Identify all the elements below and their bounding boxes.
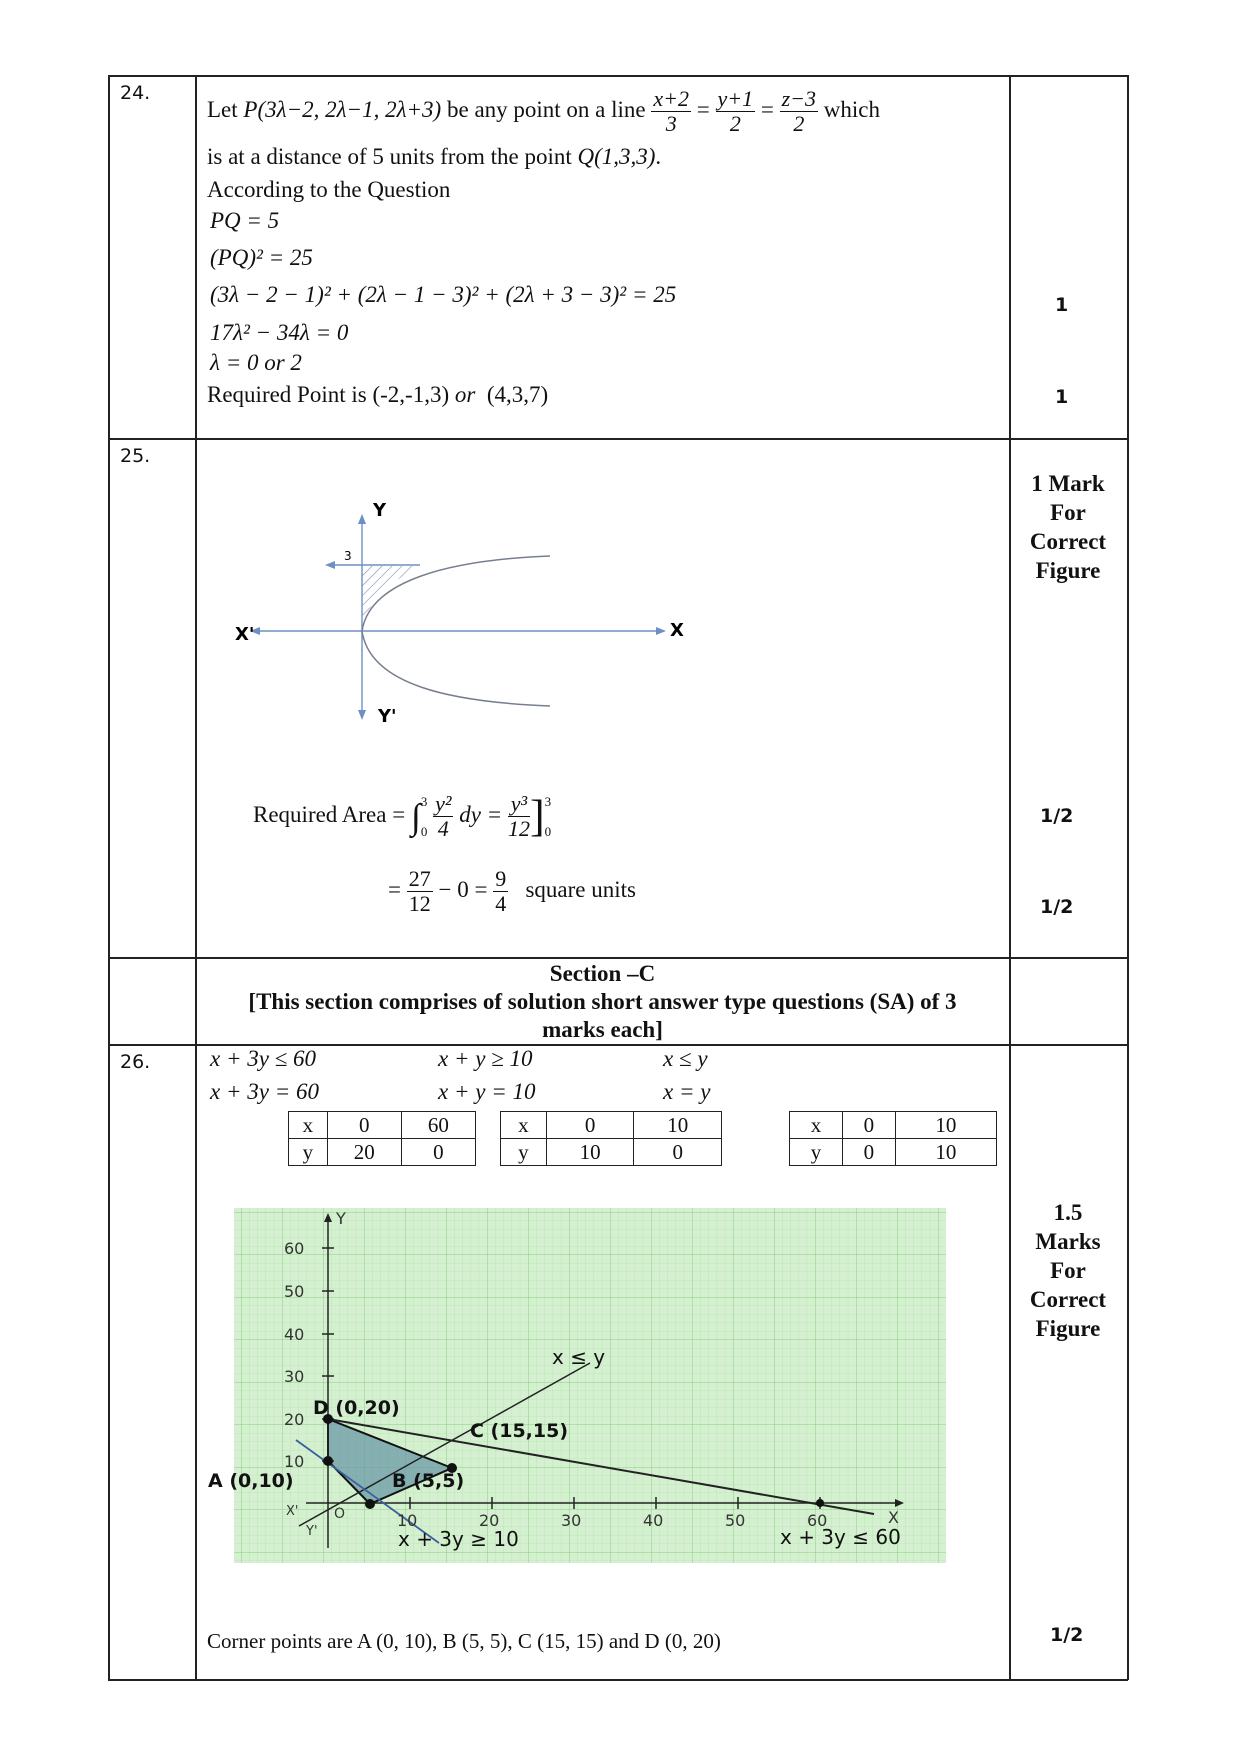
q24-mark-2: 1 xyxy=(1055,386,1069,408)
lpp-graph xyxy=(208,1208,946,1563)
q25-parabola-figure xyxy=(220,490,690,740)
svg-text:60: 60 xyxy=(284,1239,305,1258)
label-line-main: x + 3y ≤ 60 xyxy=(780,1525,901,1549)
svg-text:40: 40 xyxy=(284,1325,305,1344)
q24-line1: Let P(3λ−2, 2λ−1, 2λ+3) be any point on a line $\frac{x+2}{3}$ = $\frac{y+1}{2}$ = $\frac{z-3}{2}$ which xyxy=(207,86,880,137)
graph-y-label: Y xyxy=(336,1209,346,1228)
q24-fraction-x: $\frac{x+2}{3}$ xyxy=(653,86,690,137)
q25-mark-figure: 1 Mark For Correct Figure xyxy=(1029,471,1107,583)
svg-text:20: 20 xyxy=(479,1511,500,1530)
q25-mark-half-2: 1/2 xyxy=(1040,896,1074,918)
q25-area-line: Required Area = ∫ 3 0 $\frac{\text{y²}}{4}$ dy = $\frac{\text{y³}}{12}$ ] 3 0 xyxy=(253,791,552,842)
svg-text:40: 40 xyxy=(643,1511,664,1530)
q26-eq-3: x = y xyxy=(663,1079,711,1104)
border-col2 xyxy=(1009,75,1011,1680)
q26-ineq-1: x + 3y ≤ 60 xyxy=(210,1046,317,1071)
q26-eq-2: x + y = 10 xyxy=(438,1079,536,1104)
q24-eq4: 17λ² − 34λ = 0 xyxy=(210,320,349,345)
q24-fraction-z: $\frac{z-3}{2}$ xyxy=(781,86,817,137)
border-bottom xyxy=(108,1679,1128,1681)
svg-text:60: 60 xyxy=(807,1511,828,1530)
question-number: 24. xyxy=(120,82,151,104)
q24-mark-1: 1 xyxy=(1055,294,1069,316)
q24-line2: is at a distance of 5 units from the point Q(1,3,3). xyxy=(207,144,662,169)
q24-eq2: (PQ)² = 25 xyxy=(210,245,313,270)
label-point-a: A (0,10) xyxy=(208,1470,294,1492)
svg-text:10: 10 xyxy=(397,1511,418,1530)
q26-mark-figure: 1.5 Marks For Correct Figure xyxy=(1029,1200,1107,1341)
q26-ineq-2: x + y ≥ 10 xyxy=(438,1046,533,1071)
svg-text:50: 50 xyxy=(284,1282,305,1301)
label-line-sum: x + 3y ≥ 10 xyxy=(398,1527,519,1551)
svg-text:20: 20 xyxy=(284,1410,305,1429)
q24-eq3: (3λ − 2 − 1)² + (2λ − 1 − 3)² + (2λ + 3 − 3)² = 25 xyxy=(210,282,677,307)
shaded-region xyxy=(362,566,420,628)
value-table-3: x 0 10 y 0 10 xyxy=(789,1111,997,1166)
question-number: 25. xyxy=(120,445,151,467)
graph-origin-label: O xyxy=(334,1506,346,1522)
q24-point-q: Q(1,3,3) xyxy=(577,144,656,169)
label-point-b: B (5,5) xyxy=(392,1470,465,1492)
graph-y-neg-label: Y' xyxy=(306,1524,318,1539)
section-c-header xyxy=(196,960,1009,1044)
q24-fraction-y: $\frac{y+1}{2}$ xyxy=(717,86,754,137)
fig-x-neg-label: X' xyxy=(235,624,255,645)
q25-result-line: = $\frac{27}{12}$ − 0 = $\frac{9}{4}$ square units xyxy=(388,866,636,917)
svg-text:30: 30 xyxy=(284,1367,305,1386)
section-c-desc-2: marks each] xyxy=(542,1017,663,1042)
section-c-desc-1: [This section comprises of solution short answer type questions (SA) of 3 xyxy=(248,989,957,1014)
q24-line3: According to the Question xyxy=(207,177,451,202)
value-table-2: x 0 10 y 10 0 xyxy=(500,1111,722,1166)
q24-point-p: P(3λ−2, 2λ−1, 2λ+3) xyxy=(243,97,442,122)
label-line-xy: x ≤ y xyxy=(552,1345,606,1369)
svg-text:10: 10 xyxy=(284,1452,305,1471)
question-number: 26. xyxy=(120,1051,151,1073)
border-left xyxy=(108,75,110,1680)
q26-ineq-3: x ≤ y xyxy=(663,1046,708,1071)
graph-x-label: X xyxy=(888,1508,899,1527)
row-divider-24 xyxy=(108,438,1128,440)
q24-eq1: PQ = 5 xyxy=(210,208,280,233)
border-top xyxy=(108,75,1128,77)
value-table-1: x 0 60 y 20 0 xyxy=(288,1111,476,1166)
fig-tick-3: 3 xyxy=(344,549,352,563)
q24-intro-a: Let xyxy=(207,97,238,122)
row-divider-25 xyxy=(108,957,1128,959)
q24-intro-c: which xyxy=(823,97,880,122)
q26-mark-half: 1/2 xyxy=(1050,1624,1084,1646)
border-col1 xyxy=(195,75,197,1680)
q25-mark-half-1: 1/2 xyxy=(1040,805,1074,827)
svg-text:30: 30 xyxy=(561,1511,582,1530)
label-point-c: C (15,15) xyxy=(470,1420,569,1442)
q26-eq-1: x + 3y = 60 xyxy=(210,1079,319,1104)
fig-y-label: Y xyxy=(373,500,387,521)
border-right xyxy=(1127,75,1129,1680)
fig-x-label: X xyxy=(670,620,684,641)
q24-eq5: λ = 0 or 2 xyxy=(210,350,302,375)
q24-result: Required Point is (-2,-1,3) or (4,3,7) xyxy=(207,382,549,407)
section-c-title: Section –C xyxy=(549,961,656,986)
graph-x-neg-label: X' xyxy=(286,1504,299,1519)
q24-intro-b: be any point on a line xyxy=(446,97,646,122)
q26-corner-text: Corner points are A (0, 10), B (5, 5), C (15, 15) and D (0, 20) xyxy=(207,1629,721,1653)
label-point-d: D (0,20) xyxy=(313,1397,400,1419)
svg-text:50: 50 xyxy=(725,1511,746,1530)
fig-y-neg-label: Y' xyxy=(378,706,397,727)
